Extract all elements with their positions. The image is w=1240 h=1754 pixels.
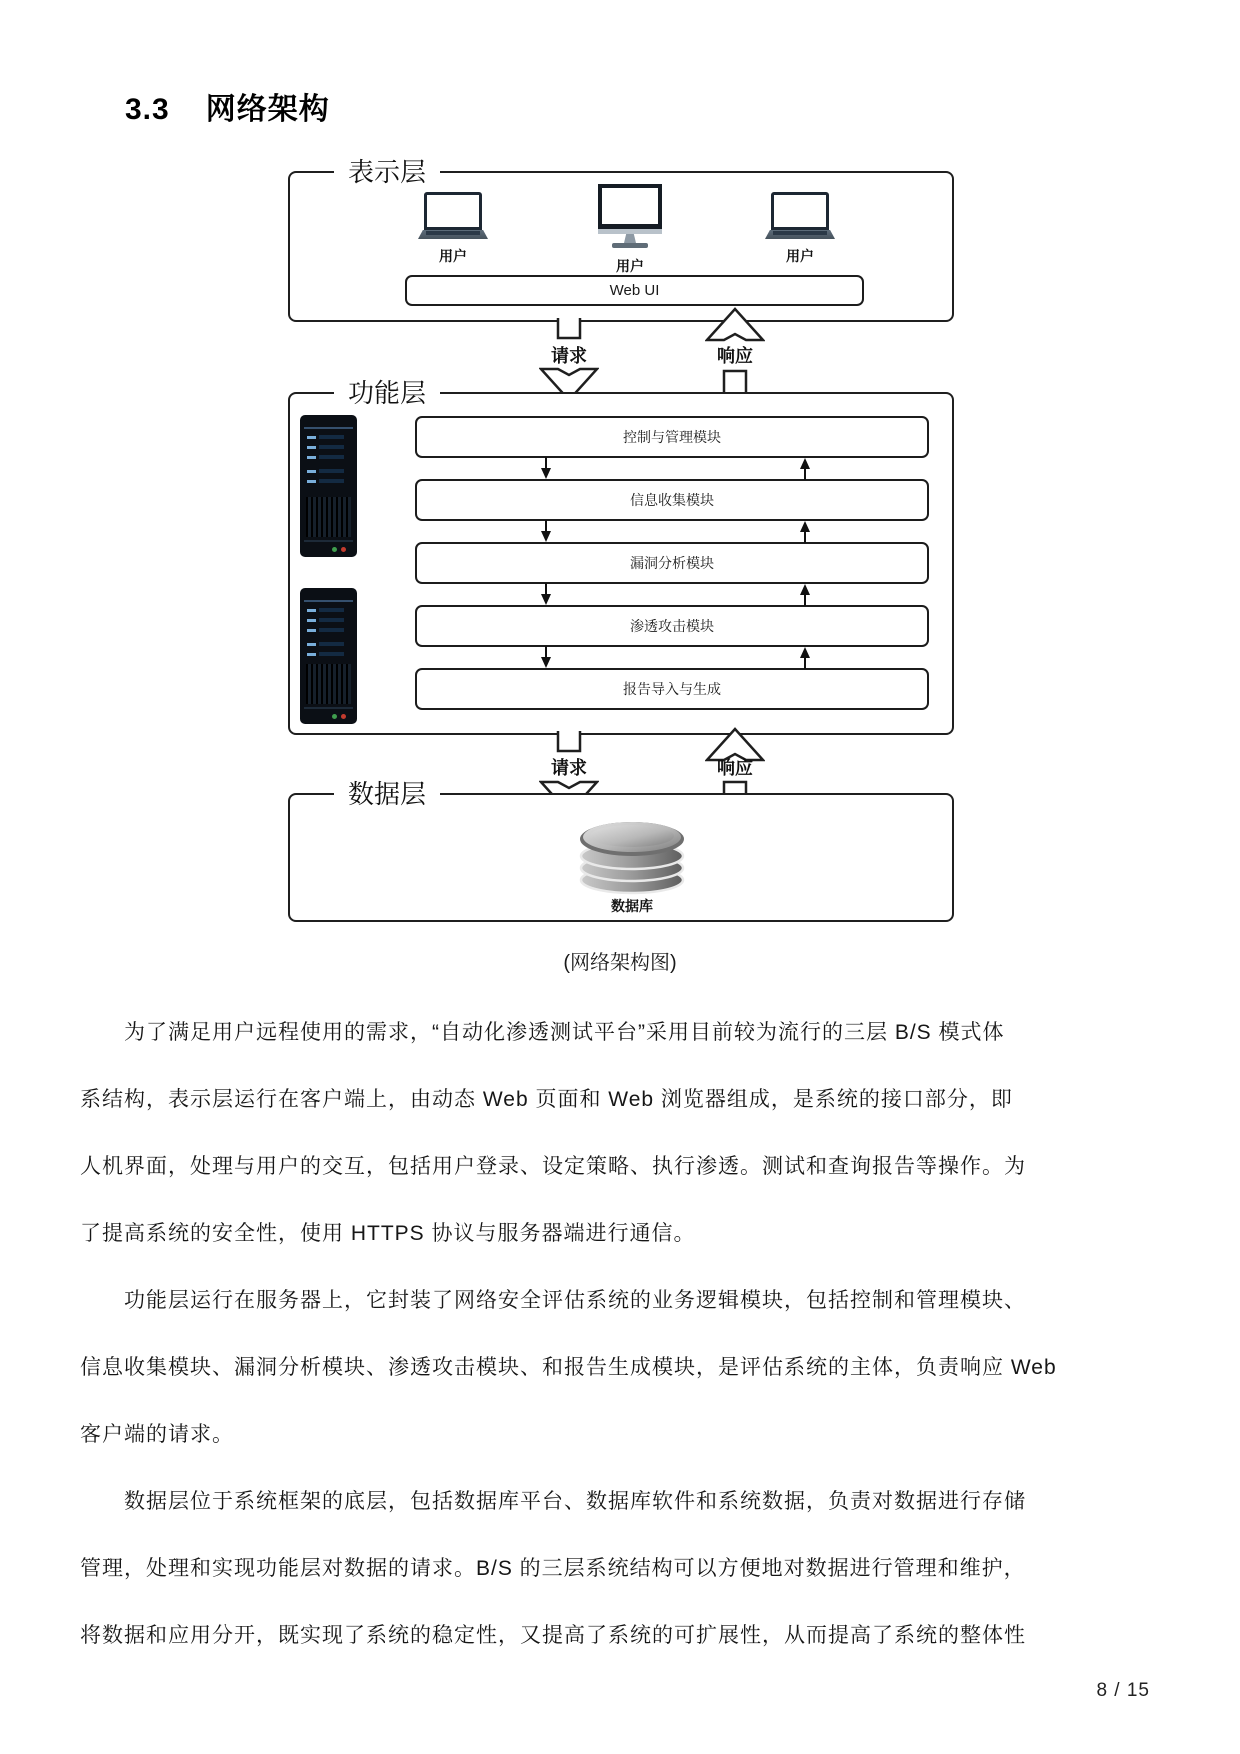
data-layer-label: 数据层 [334,778,440,810]
response-label: 响应 [717,346,753,366]
module-box-pentest-attack: 渗透攻击模块 [415,605,929,647]
database-icon [577,812,687,896]
module-box-report-generation: 报告导入与生成 [415,668,929,710]
module-box-info-collection: 信息收集模块 [415,479,929,521]
text-line: 信息收集模块、漏洞分析模块、渗透攻击模块、和报告生成模块，是评估系统的主体，负责响应 Web [80,1356,1057,1379]
heading-title: 网络架构 [205,93,330,126]
request-arrow-shaft-icon [539,318,599,342]
text-line: 数据层位于系统框架的底层，包括数据库平台、数据库软件和系统数据，负责对数据进行存储 [124,1490,1026,1513]
module-box-control-management: 控制与管理模块 [415,416,929,458]
laptop-icon [418,192,488,239]
database-label: 数据库 [611,898,653,914]
body-text [80,999,1150,1669]
heading-number: 3.3 [125,93,170,126]
up-arrow-icon [797,646,813,669]
user-label: 用户 [786,248,814,264]
text-line: 客户端的请求。 [80,1423,234,1446]
web-ui-box [405,275,864,306]
response-label: 响应 [717,758,753,778]
request-label: 请求 [551,346,587,366]
request-arrow-shaft-icon [539,731,599,755]
user-label: 用户 [439,248,467,264]
text-line: 功能层运行在服务器上，它封装了网络安全评估系统的业务逻辑模块，包括控制和管理模块、 [124,1289,1026,1312]
up-arrow-icon [797,583,813,606]
server-icon [300,588,357,724]
request-label: 请求 [551,758,587,778]
down-arrow-icon [538,646,554,669]
module-box-vuln-analysis: 漏洞分析模块 [415,542,929,584]
down-arrow-icon [538,583,554,606]
response-arrow-shaft-icon [705,368,765,394]
text-line: 为了满足用户远程使用的需求，“自动化渗透测试平台”采用目前较为流行的三层 B/S 模式体 [124,1021,1005,1044]
text-line: 将数据和应用分开，既实现了系统的稳定性，又提高了系统的可扩展性，从而提高了系统的整体性 [80,1624,1026,1647]
server-icon [300,415,357,557]
monitor-icon [598,184,662,248]
user-label: 用户 [616,258,644,274]
text-line: 了提高系统的安全性，使用 HTTPS 协议与服务器端进行通信。 [80,1222,696,1245]
text-line: 人机界面，处理与用户的交互，包括用户登录、设定策略、执行渗透。测试和查询报告等操作。为 [80,1155,1026,1178]
down-arrow-icon [538,520,554,543]
up-arrow-icon [797,457,813,480]
diagram-caption: (网络架构图) [563,952,677,974]
text-line: 系结构，表示层运行在客户端上，由动态 Web 页面和 Web 浏览器组成，是系统的接口部分，即 [80,1088,1013,1111]
web-ui-label: Web UI [609,282,660,299]
page-number: 8 / 15 [1096,1680,1150,1701]
section-heading [125,84,330,128]
function-layer-label: 功能层 [334,377,440,409]
response-arrow-head-icon [705,305,765,343]
laptop-icon [765,192,835,239]
down-arrow-icon [538,457,554,480]
text-line: 管理，处理和实现功能层对数据的请求。B/S 的三层系统结构可以方便地对数据进行管理和维护， [80,1557,1026,1580]
up-arrow-icon [797,520,813,543]
presentation-layer-label: 表示层 [334,156,440,188]
